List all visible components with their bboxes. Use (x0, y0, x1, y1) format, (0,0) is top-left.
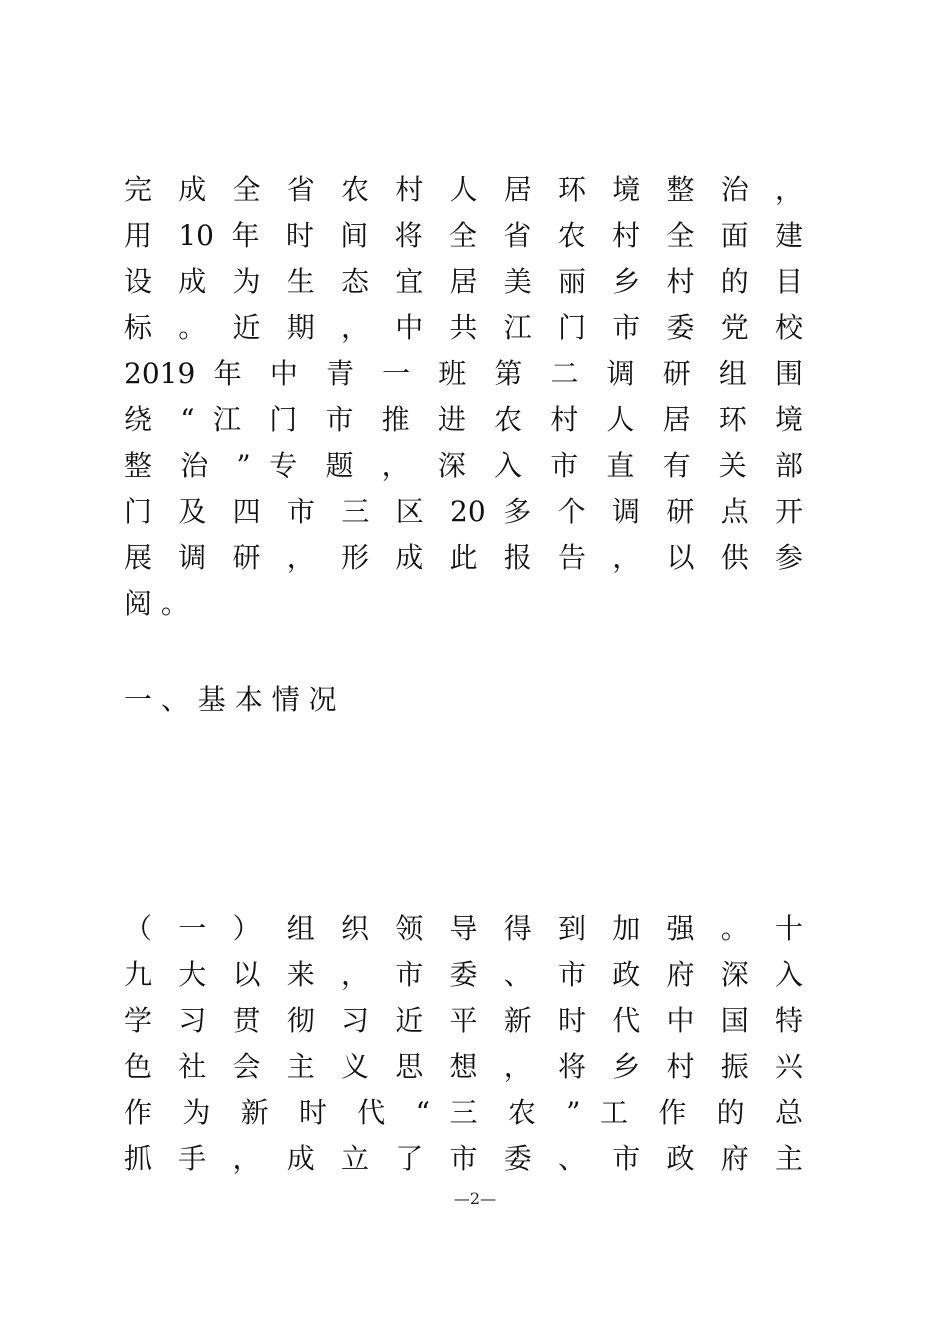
paragraph-line: 色 社 会 主 义 思 想 ， 将 乡 村 振 兴 (124, 1050, 803, 1083)
page-number: —2— (453, 1189, 497, 1208)
paragraph-line: 抓 手 ， 成 立 了 市 委 、 市 政 府 主 (124, 1142, 803, 1175)
paragraph-line: 学 习 贯 彻 习 近 平 新 时 代 中 国 特 (124, 1004, 803, 1037)
paragraph-line: 设 成 为 生 态 宜 居 美 丽 乡 村 的 目 (124, 265, 803, 298)
paragraph-line: 门 及 四 市 三 区 20 多 个 调 研 点 开 (124, 495, 803, 528)
paragraph-line: 九 大 以 来 ， 市 委 、 市 政 府 深 入 (124, 958, 803, 991)
paragraph-line: （ 一 ） 组 织 领 导 得 到 加 强 。 十 (124, 912, 803, 945)
paragraph-line: 完 成 全 省 农 村 人 居 环 境 整 治 ， (124, 173, 803, 206)
paragraph-line: 作 为 新 时 代 “ 三 农 ” 工 作 的 总 (124, 1096, 803, 1129)
paragraph-line: 展 调 研 ， 形 成 此 报 告 ， 以 供 参 (124, 541, 803, 574)
paragraph-line: 绕 “ 江 门 市 推 进 农 村 人 居 环 境 (124, 403, 803, 436)
section-heading: 一 、 基 本 情 况 (124, 683, 337, 716)
paragraph-line: 标 。 近 期 ， 中 共 江 门 市 委 党 校 (124, 311, 803, 344)
paragraph-line: 用 10 年 时 间 将 全 省 农 村 全 面 建 (124, 219, 803, 252)
paragraph-line: 2019 年 中 青 一 班 第 二 调 研 组 围 (124, 357, 803, 390)
paragraph-line: 阅 。 (124, 587, 189, 620)
paragraph-line: 整 治 ” 专 题 ， 深 入 市 直 有 关 部 (124, 449, 803, 482)
